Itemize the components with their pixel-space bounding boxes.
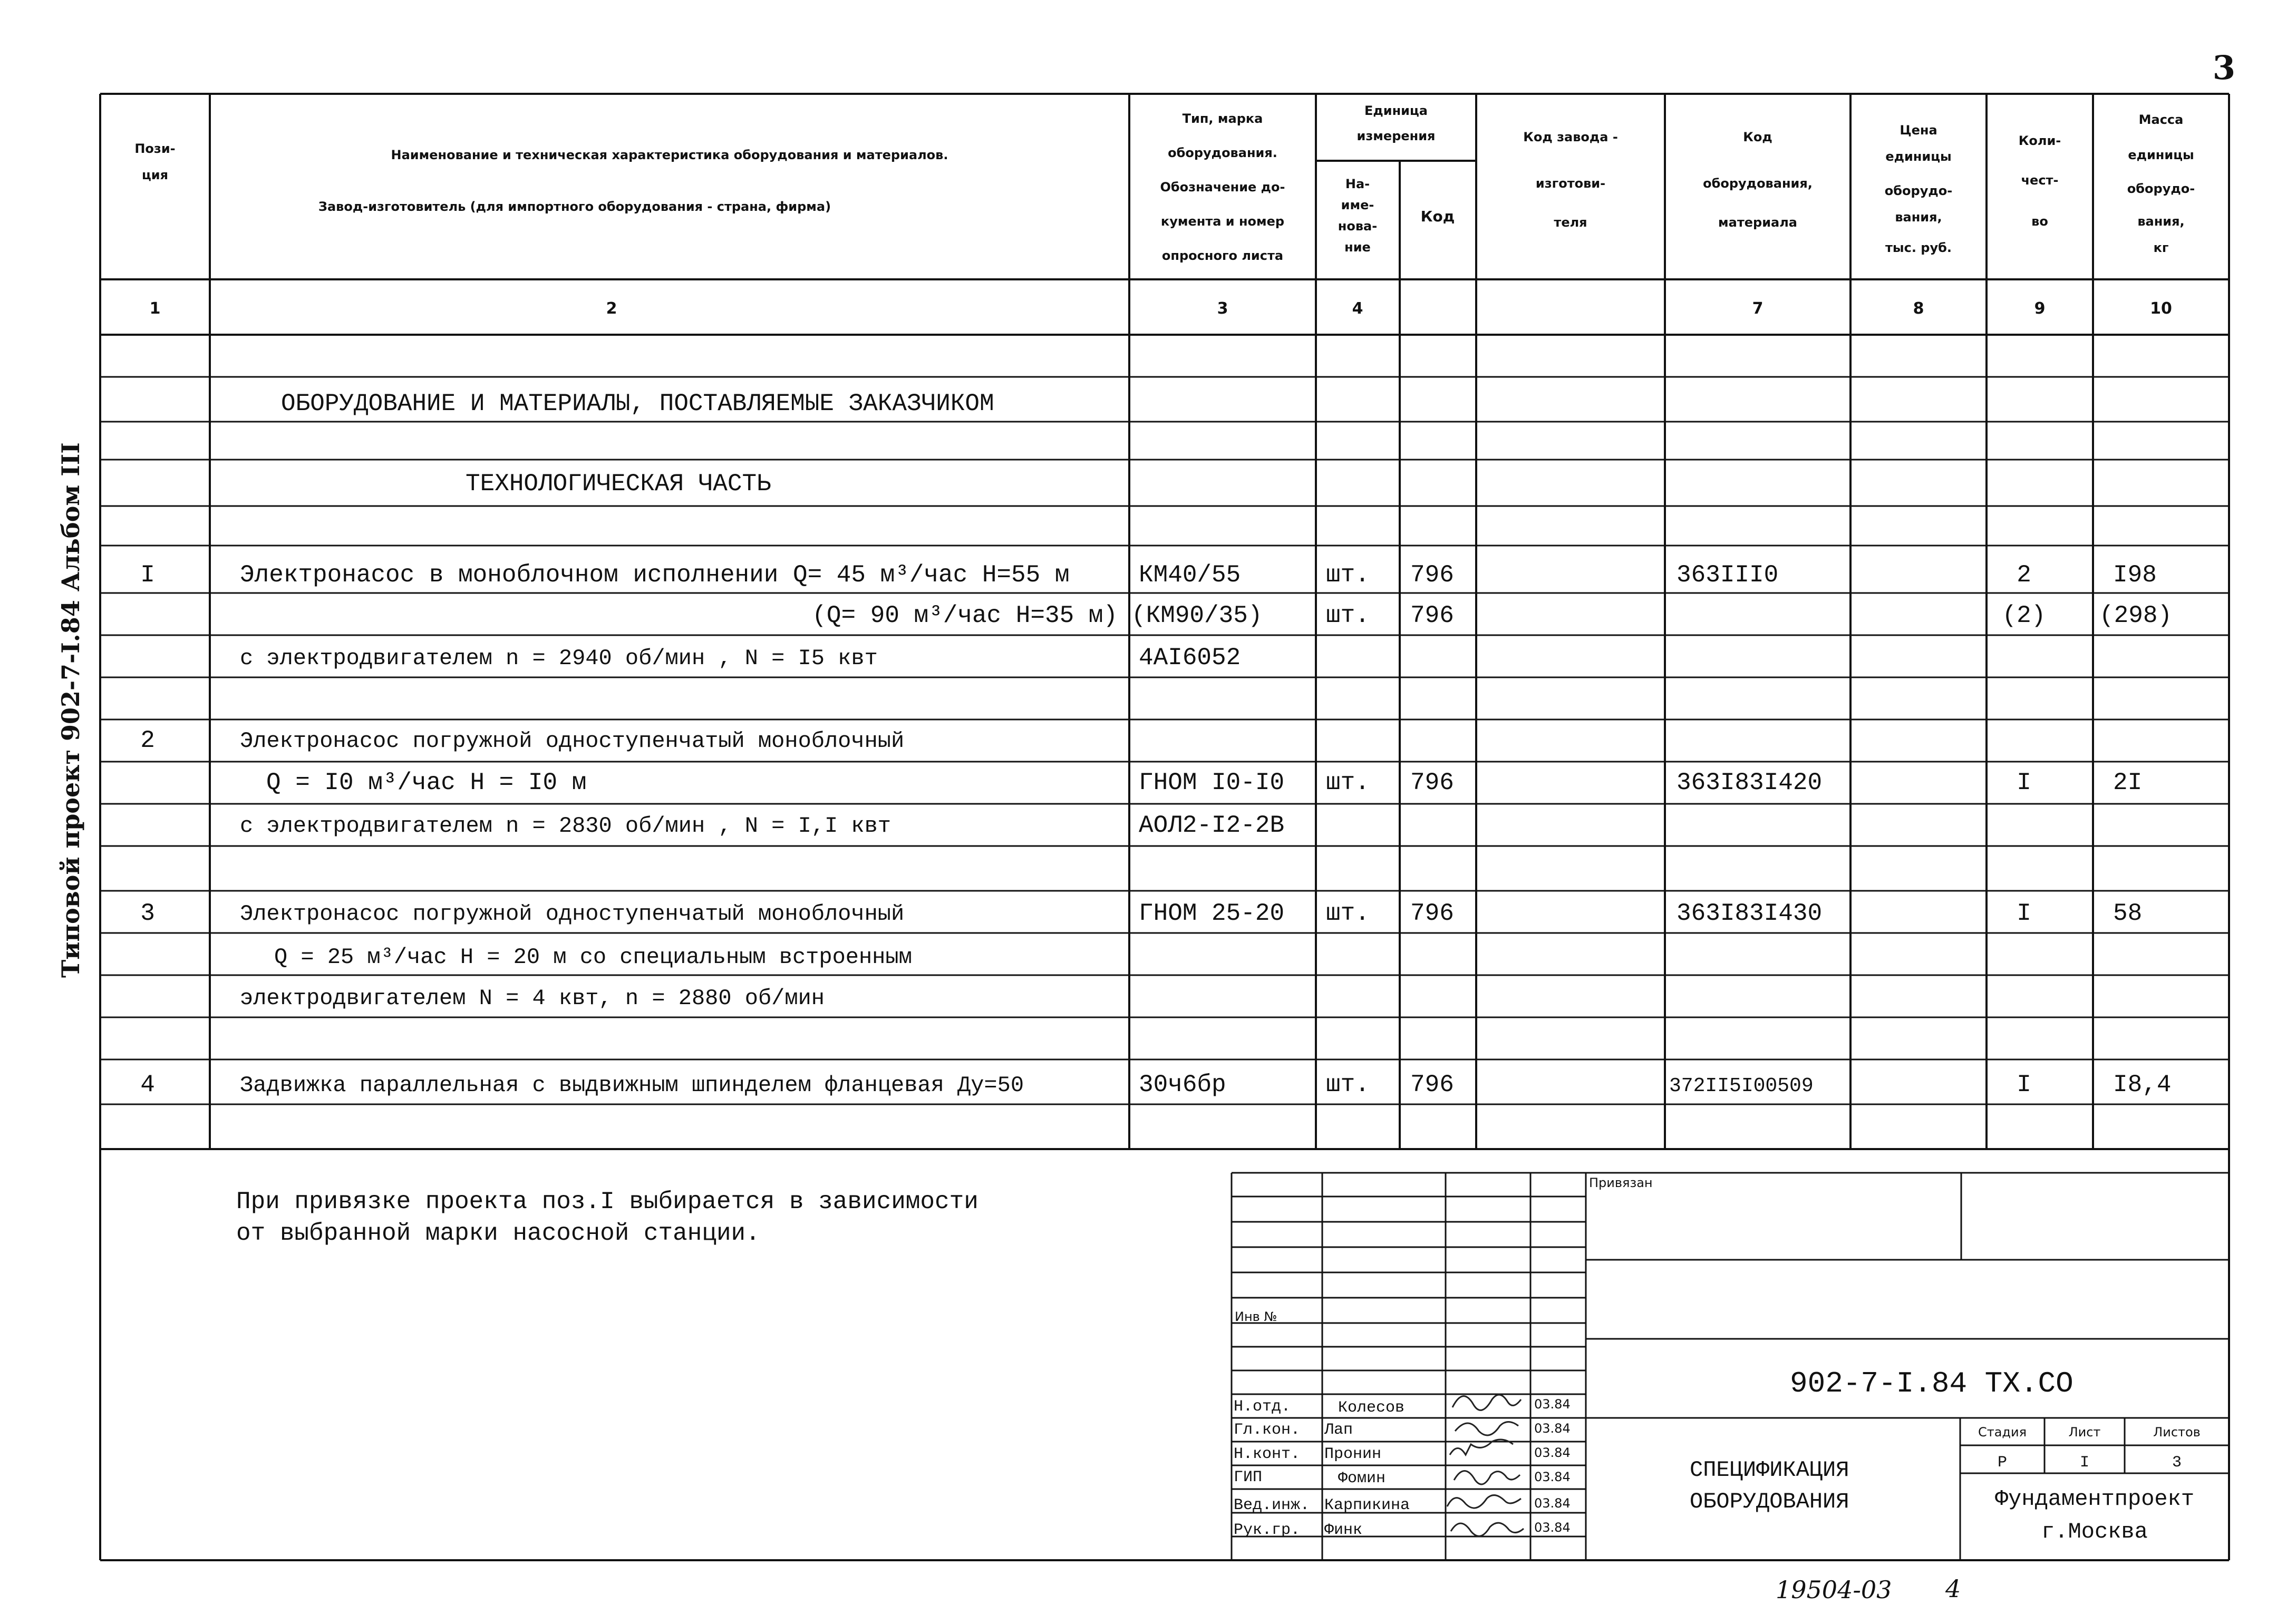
- signer-date: 03.84: [1534, 1470, 1571, 1484]
- organization-city: г.Москва: [2041, 1519, 2148, 1544]
- signer-role: Гл.кон.: [1234, 1421, 1301, 1439]
- row-qty: I: [2017, 1071, 2031, 1098]
- header-col10-line2: единицы: [2128, 148, 2194, 162]
- header-col9-line3: во: [2031, 214, 2048, 229]
- signer-date: 03.84: [1534, 1397, 1571, 1412]
- row-mass: 2I: [2113, 769, 2143, 796]
- row-type: 30ч6бр: [1139, 1071, 1226, 1098]
- row-unit: шт.: [1326, 561, 1370, 589]
- header-col10-line5: кг: [2153, 240, 2169, 255]
- stage-value: Р: [1997, 1454, 2008, 1472]
- row-name: с электродвигателем n = 2830 об/мин , N = I,I квт: [240, 813, 892, 839]
- row-mass: (298): [2099, 602, 2173, 629]
- column-number: 10: [2150, 299, 2172, 318]
- row-name: Задвижка параллельная с выдвижным шпинделем фланцевая Ду=50: [240, 1073, 1024, 1098]
- row-unit-code: 796: [1410, 602, 1454, 629]
- sheet-label: Лист: [2068, 1425, 2101, 1440]
- signer-name: Колесов: [1338, 1399, 1405, 1417]
- document-title-line1: СПЕЦИФИКАЦИЯ: [1690, 1457, 1849, 1483]
- row-name: Электронасос в моноблочном исполнении Q= 45 м³/час Н=55 м: [240, 561, 1070, 589]
- title-block: [1232, 1173, 2229, 1560]
- header-unit-group-line2: измерения: [1356, 129, 1436, 143]
- signer-name: Карпикина: [1324, 1496, 1410, 1514]
- row-name: электродвигателем N = 4 квт, n = 2880 об/мин: [240, 986, 825, 1011]
- row-position: 2: [140, 727, 155, 754]
- side-title: Типовой проект 902-7-I.84 Альбом III: [56, 442, 85, 978]
- row-unit: шт.: [1326, 1071, 1370, 1098]
- header-col10-line4: вания,: [2137, 214, 2185, 229]
- note-line: от выбранной марки насосной станции.: [236, 1220, 760, 1247]
- row-qty: I: [2017, 900, 2031, 927]
- header-col4-line4: ние: [1344, 240, 1371, 255]
- row-equip-code: 372II5I00509: [1669, 1075, 1814, 1097]
- row-position: I: [140, 561, 155, 589]
- row-unit: шт.: [1326, 602, 1370, 629]
- stage-label: Стадия: [1978, 1425, 2027, 1440]
- header-col6-line3: теля: [1554, 215, 1587, 230]
- header-col7-line3: материала: [1718, 215, 1797, 230]
- row-qty: 2: [2017, 561, 2031, 589]
- sheets-label: Листов: [2153, 1425, 2201, 1440]
- row-type: (КМ90/35): [1131, 602, 1263, 629]
- row-qty: I: [2017, 769, 2031, 796]
- row-name: с электродвигателем n = 2940 об/мин , N = I5 квт: [240, 646, 878, 671]
- privyazan-label: Привязан: [1589, 1175, 1653, 1190]
- column-number: 8: [1913, 299, 1924, 318]
- column-number: 9: [2034, 299, 2046, 318]
- note: [236, 1188, 978, 1247]
- subsection-title: ТЕХНОЛОГИЧЕСКАЯ ЧАСТЬ: [466, 470, 771, 498]
- table-row: [140, 1071, 2171, 1098]
- header-col8-line4: вания,: [1895, 210, 1942, 225]
- row-type: ГНОМ I0-I0: [1139, 769, 1285, 796]
- header-unit-group-line1: Единица: [1364, 103, 1428, 118]
- header-col9-line1: Коли-: [2018, 133, 2061, 148]
- row-position: 4: [140, 1071, 155, 1098]
- table-row: [240, 812, 1284, 839]
- column-number: 1: [149, 299, 161, 318]
- signer-role: Вед.инж.: [1234, 1496, 1310, 1514]
- page-number: 3: [2212, 48, 2235, 87]
- column-number: 7: [1752, 299, 1764, 318]
- header-col10-line3: оборудо-: [2127, 181, 2195, 196]
- row-name: Электронасос погружной одноступенчатый моноблочный: [240, 728, 905, 754]
- table-row: [266, 769, 2142, 796]
- header-col4-line2: име-: [1341, 198, 1374, 212]
- row-equip-code: 363III0: [1677, 561, 1779, 589]
- document-code: 902-7-I.84 ТХ.СО: [1790, 1367, 2073, 1401]
- signer-date: 03.84: [1534, 1421, 1571, 1436]
- row-name: (Q= 90 м³/час Н=35 м): [812, 602, 1118, 629]
- table-row: [140, 900, 2142, 927]
- signer-date: 03.84: [1534, 1496, 1571, 1511]
- inv-no-label: Инв №: [1235, 1309, 1277, 1324]
- row-name: Q = I0 м³/час Н = I0 м: [266, 769, 587, 796]
- header-col2-line2: Завод-изготовитель (для импортного оборудования - страна, фирма): [318, 199, 831, 214]
- table-row: [140, 727, 904, 754]
- document-title-line2: ОБОРУДОВАНИЯ: [1690, 1489, 1849, 1514]
- row-type: КМ40/55: [1139, 561, 1241, 589]
- header-col8-line3: оборудо-: [1884, 183, 1953, 198]
- signer-name: Лап: [1324, 1421, 1353, 1439]
- row-equip-code: 363I83I420: [1677, 769, 1823, 796]
- header-col8-line1: Цена: [1900, 123, 1937, 138]
- row-type: АОЛ2-I2-2В: [1139, 812, 1285, 839]
- table-row: [812, 602, 2172, 629]
- row-qty: (2): [2002, 602, 2046, 629]
- table-row: [240, 986, 825, 1011]
- table-row: [240, 644, 1241, 672]
- organization-name: Фундаментпроект: [1994, 1486, 2195, 1512]
- signer-name: Фомин: [1338, 1470, 1386, 1487]
- row-type: ГНОМ 25-20: [1139, 900, 1285, 927]
- header-col1-line1: Пози-: [134, 141, 176, 156]
- header-col9-line2: чест-: [2021, 173, 2059, 188]
- header-col7-line1: Код: [1743, 130, 1772, 144]
- header-col2-line1: Наименование и техническая характеристика оборудования и материалов.: [391, 148, 948, 162]
- signer-role: Н.отд.: [1234, 1398, 1291, 1416]
- signer-role: Н.конт.: [1234, 1445, 1301, 1463]
- column-number: 2: [606, 299, 617, 318]
- row-unit-code: 796: [1410, 1071, 1454, 1098]
- header-col8-line5: тыс. руб.: [1885, 240, 1952, 255]
- row-unit-code: 796: [1410, 769, 1454, 796]
- header-col8-line2: единицы: [1885, 149, 1952, 164]
- row-mass: I98: [2113, 561, 2157, 589]
- header-col6-line1: Код завода -: [1523, 130, 1618, 144]
- header-col4-line3: нова-: [1338, 219, 1378, 234]
- signer-role: ГИП: [1234, 1469, 1263, 1486]
- header-col10-line1: Масса: [2138, 112, 2184, 127]
- column-number: 4: [1352, 299, 1363, 318]
- header-col3-line5: опросного листа: [1161, 248, 1284, 263]
- column-numbers-row: [150, 299, 2172, 318]
- row-name: Электронасос погружной одноступенчатый моноблочный: [240, 901, 905, 927]
- table-header: [134, 103, 2195, 263]
- header-col3-line1: Тип, марка: [1182, 111, 1263, 126]
- header-col3-line4: кумента и номер: [1160, 214, 1285, 229]
- header-col1-line2: ция: [141, 168, 169, 182]
- signer-date: 03.84: [1534, 1520, 1571, 1535]
- note-line: При привязке проекта поз.I выбирается в зависимости: [236, 1188, 978, 1215]
- header-col7-line2: оборудования,: [1703, 176, 1813, 191]
- section-title: ОБОРУДОВАНИЕ И МАТЕРИАЛЫ, ПОСТАВЛЯЕМЫЕ ЗАКАЗЧИКОМ: [281, 390, 994, 417]
- row-name: Q = 25 м³/час Н = 20 м со специальным встроенным: [274, 945, 912, 970]
- header-col6-line2: изготови-: [1535, 176, 1606, 191]
- sheets-value: 3: [2172, 1454, 2182, 1472]
- column-number: 3: [1217, 299, 1228, 318]
- signer-date: 03.84: [1534, 1445, 1571, 1460]
- signer-role: Рук.гр.: [1234, 1521, 1301, 1539]
- table-row: [140, 561, 2157, 589]
- signer-name: Пронин: [1324, 1445, 1382, 1463]
- row-unit: шт.: [1326, 769, 1370, 796]
- header-col3-line3: Обозначение до-: [1160, 180, 1285, 195]
- signer-name: Финк: [1324, 1521, 1363, 1539]
- footer-number: 4: [1945, 1574, 1961, 1603]
- row-equip-code: 363I83I430: [1677, 900, 1823, 927]
- row-position: 3: [140, 900, 155, 927]
- row-mass: I8,4: [2113, 1071, 2172, 1098]
- footer-code: 19504-03: [1776, 1576, 1892, 1604]
- header-col3-line2: оборудования.: [1168, 145, 1277, 160]
- header-col4-line1: На-: [1345, 177, 1370, 191]
- sheet-value: I: [2079, 1454, 2090, 1472]
- table-row: [274, 945, 912, 970]
- row-unit: шт.: [1326, 900, 1370, 927]
- row-unit-code: 796: [1410, 900, 1454, 927]
- row-type: 4АI6052: [1139, 644, 1241, 672]
- header-col5: Код: [1420, 208, 1455, 225]
- row-mass: 58: [2113, 900, 2143, 927]
- row-unit-code: 796: [1410, 561, 1454, 589]
